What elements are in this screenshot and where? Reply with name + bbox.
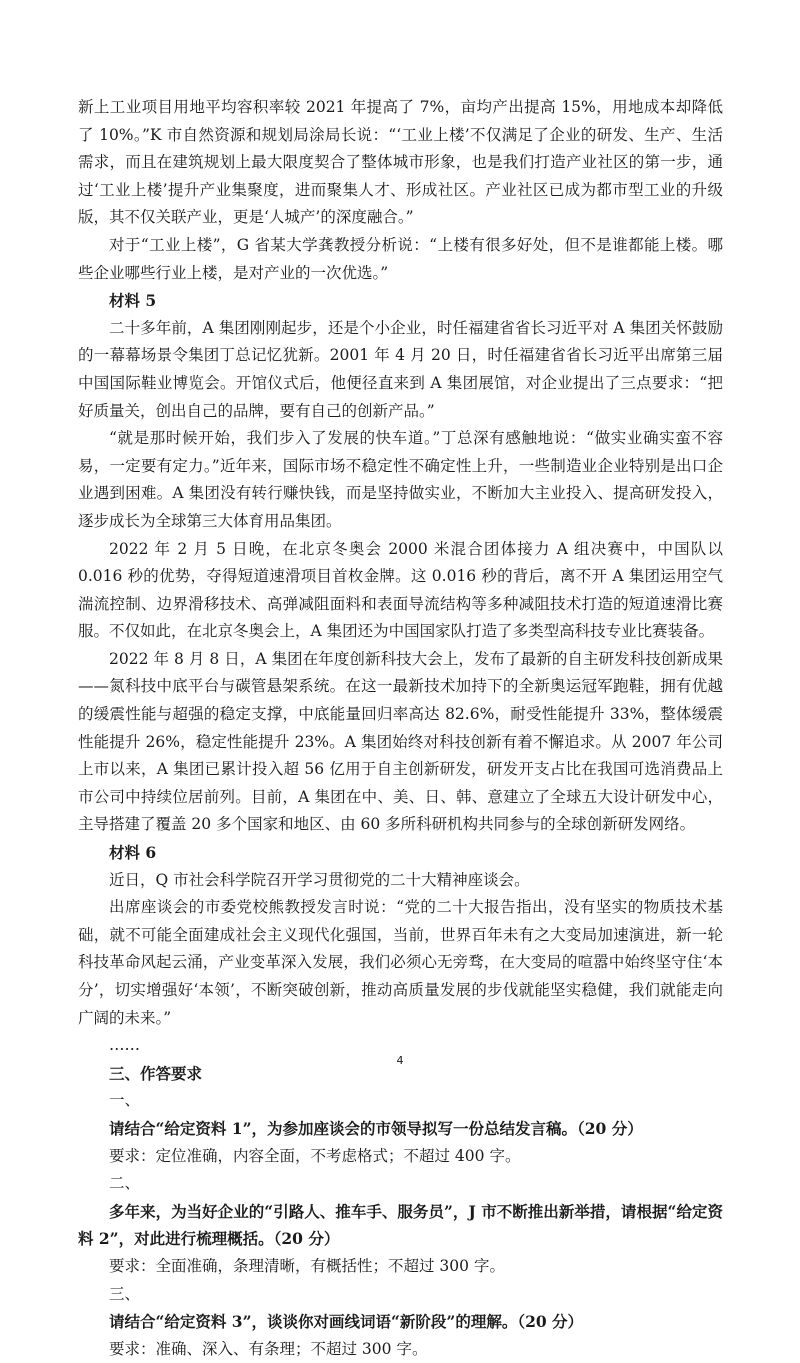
paragraph: 出席座谈会的市委党校熊教授发言时说：“党的二十大报告指出，没有坚实的物质技术基础，就不可能全面建成社会主义现代化强国，当前，世界百年未有之大变局加速演进，新一轮科技革命风起云涌，产业变革深入发展，我们必须心无旁骛，在大变局的喧嚣中始终坚守住‘本分’，切实增强好‘本领’，不断突破创新，推动高质量发展的步伐就能坚实稳健，我们就能走向广阔的未来。” [78,898,723,1027]
paragraph: 2022 年 2 月 5 日晚，在北京冬奥会 2000 米混合团体接力 A 组决赛中，中国队以 0.016 秒的优势，夺得短道速滑项目首枚金牌。这 0.016 秒的背后，离不开 A 集团运用空气湍流控制、边界滑移技术、高弹减阻面料和表面导流结构等多种减阻技术打造的短道速滑比赛服。不仅如此，在北京冬奥会上，A 集团还为中国国家队打造了多类型高科技专业比赛装备。 [78,539,723,641]
paragraph: 二十多年前，A 集团刚刚起步，还是个小企业，时任福建省省长习近平对 A 集团关怀鼓励的一幕幕场景令集团丁总记忆犹新。2001 年 4 月 20 日，时任福建省省长习近平出席第三届中国国际鞋业博览会。开馆仪式后，他便径直来到 A 集团展馆，对企业提出了三点要求：“把好质量关，创出自己的品牌，要有自己的创新产品。” [78,318,723,420]
question-requirement: 要求：全面准确，条理清晰，有概括性；不超过 300 字。 [109,1256,505,1275]
question-number: 一、 [109,1091,141,1110]
paragraph: 近日，Q 市社会科学院召开学习贯彻党的二十大精神座谈会。 [109,870,530,889]
section-heading: 三、作答要求 [109,1063,203,1083]
page-number: 4 [396,1054,404,1067]
paragraph: 对于“工业上楼”，G 省某大学龚教授分析说：“上楼有很多好处，但不是谁都能上楼。哪些企业哪些行业上楼，是对产业的一次优选。” [78,235,723,282]
paragraph: “就是那时候开始，我们步入了发展的快车道。”丁总深有感触地说：“做实业确实蛮不容易，一定要有定力。”近年来，国际市场不稳定性不确定性上升，一些制造业企业特别是出口企业遇到困难。A 集团没有转行赚快钱，而是坚持做实业，不断加大主业投入、提高研发投入，逐步成长为全球第三大体育用品集团。 [78,429,723,530]
question-prompt: 请结合“给定资料 1”，为参加座谈会的市领导拟写一份总结发言稿。（20 分） [109,1118,643,1138]
material-5-heading: 材料 5 [109,291,157,311]
paragraph: 2022 年 8 月 8 日，A 集团在年度创新科技大会上，发布了最新的自主研发科技创新成果——氮科技中底平台与碳管悬架系统。在这一最新技术加持下的全新奥运冠军跑鞋，拥有优越的缓震性能与超强的稳定支撑，中底能量回归率高达 82.6%，耐受性能提升 33%，整体缓震性能提升 26%，稳定性能提升 23%。A 集团始终对科技创新有着不懈追求。从 2007 年公司上市以来，A 集团已累计投入超 56 亿用于自主创新研发，研发开支占比在我国可选消费品上市公司中持续位居前列。目前，A 集团在中、美、日、韩、意建立了全球五大设计研发中心，主导搭建了覆盖 20 多个国家和地区、由 60 多所科研机构共同参与的全球创新研发网络。 [78,649,723,834]
question-prompt: 请结合“给定资料 3”，谈谈你对画线词语“新阶段”的理解。（20 分） [109,1312,584,1332]
material-6-heading: 材料 6 [109,843,157,863]
question-requirement: 要求：定位准确，内容全面，不考虑格式；不超过 400 字。 [109,1146,521,1165]
question-number: 二、 [109,1174,141,1193]
ellipsis: …… [109,1036,140,1055]
paragraph: 新上工业项目用地平均容积率较 2021 年提高了 7%，亩均产出提高 15%，用地成本却降低了 10%。”K 市自然资源和规划局涂局长说：“‘工业上楼’不仅满足了企业的研发、生产、生活需求，而且在建筑规划上最大限度契合了整体城市形象，也是我们打造产业社区的第一步，通过‘工业上楼’提升产业集聚度，进而聚集人才、形成社区。产业社区已成为都市型工业的升级版，其不仅关联产业，更是‘人城产’的深度融合。” [78,98,723,227]
question-number: 三、 [109,1284,141,1303]
question-prompt: 多年来，为当好企业的“引路人、推车手、服务员”，J 市不断推出新举措，请根据“给定资料 2”，对此进行梳理概括。（20 分） [78,1201,723,1249]
page-content [78,94,723,1363]
question-requirement: 要求：准确、深入、有条理；不超过 300 字。 [109,1339,428,1358]
